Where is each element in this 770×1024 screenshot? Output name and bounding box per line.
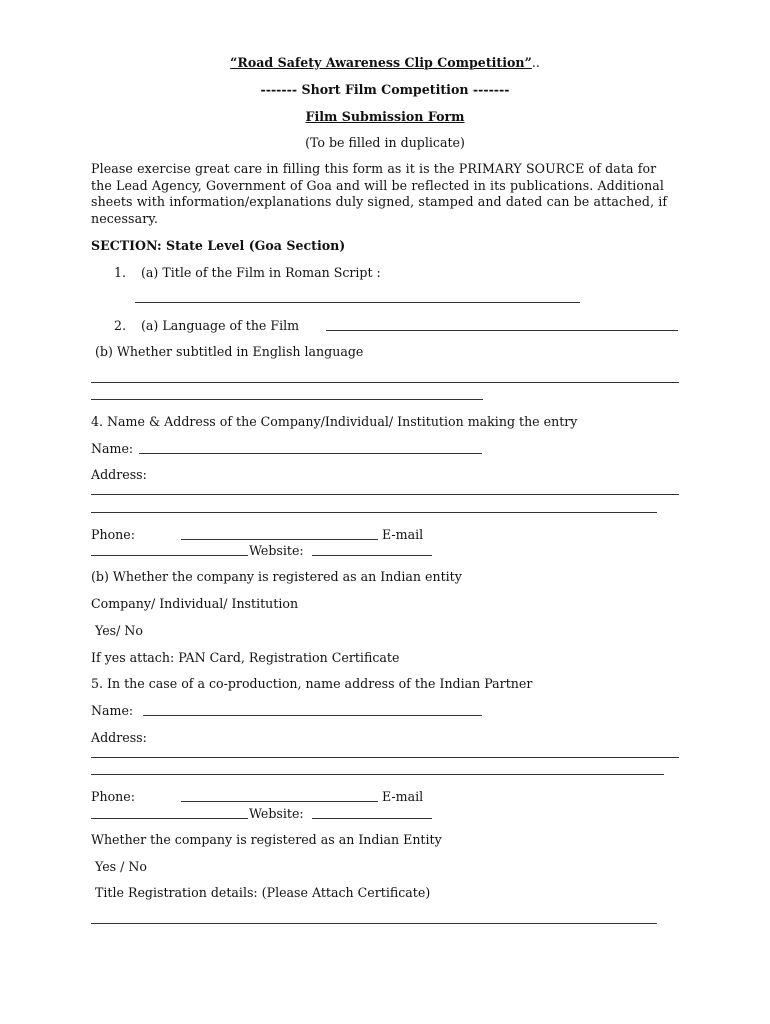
q5-website-label: Website:: [249, 806, 304, 821]
q5-address-line-2[interactable]: [91, 774, 664, 775]
q4-email-field[interactable]: [91, 555, 248, 556]
form-title: Film Submission Form: [305, 109, 465, 124]
competition-tail: ..: [531, 55, 540, 70]
q5-label: 5. In the case of a co-production, name address of the Indian Partner: [91, 676, 533, 691]
q4-phone-label: Phone:: [91, 527, 135, 542]
q4-phone-field[interactable]: [181, 539, 378, 540]
q4b-attach-note: If yes attach: PAN Card, Registration Certificate: [91, 650, 400, 665]
q4-address-line-1[interactable]: [91, 494, 679, 495]
subtitle: ------- Short Film Competition -------: [260, 82, 510, 97]
q5-title-registration-field[interactable]: [91, 923, 657, 924]
q1-number: 1.: [114, 265, 127, 280]
q1-label: (a) Title of the Film in Roman Script :: [141, 265, 381, 280]
q5-name-label: Name:: [91, 703, 134, 718]
q5-phone-field[interactable]: [181, 801, 378, 802]
q4-address-label: Address:: [91, 467, 147, 482]
q5-title-registration: Title Registration details: (Please Attach Certificate): [95, 885, 431, 900]
q4b-yes-no[interactable]: Yes/ No: [95, 623, 143, 638]
q4-website-field[interactable]: [312, 555, 432, 556]
q4-name-label: Name:: [91, 441, 134, 456]
q5-yes-no[interactable]: Yes / No: [95, 859, 147, 874]
q4-name-field[interactable]: [139, 453, 482, 454]
q2-number: 2.: [114, 318, 127, 333]
competition-name: “Road Safety Awareness Clip Competition”: [230, 55, 532, 70]
q2-language-field[interactable]: [326, 330, 678, 331]
q4b-entity: Company/ Individual/ Institution: [91, 596, 299, 611]
q5-email-label: E-mail: [382, 789, 424, 804]
q5-phone-label: Phone:: [91, 789, 135, 804]
q4-label: 4. Name & Address of the Company/Individual/ Institution making the entry: [91, 414, 578, 429]
q2b-field-line-2[interactable]: [91, 399, 483, 400]
q2-label: (a) Language of the Film: [141, 318, 300, 333]
q5-address-line-1[interactable]: [91, 757, 679, 758]
q4-address-line-2[interactable]: [91, 512, 657, 513]
q2b-label: (b) Whether subtitled in English language: [95, 344, 364, 359]
q5-address-label: Address:: [91, 730, 147, 745]
q1-title-field[interactable]: [135, 302, 580, 303]
intro-paragraph: Please exercise great care in filling this form as it is the PRIMARY SOURCE of data for the Lead Agency, Government of Goa and will be reflected in its publications. Additional sheets with information/explanations duly signed, stamped and dated can be attached, if necessary.: [91, 161, 668, 226]
duplicate-note: (To be filled in duplicate): [305, 135, 465, 150]
q5-registered-label: Whether the company is registered as an Indian Entity: [91, 832, 442, 847]
competition-title: [0, 55, 770, 70]
q5-name-field[interactable]: [143, 715, 482, 716]
q5-email-field[interactable]: [91, 818, 248, 819]
q5-website-field[interactable]: [312, 818, 432, 819]
q4-email-label: E-mail: [382, 527, 424, 542]
q2b-field-line-1[interactable]: [91, 382, 679, 383]
q4-website-label: Website:: [249, 543, 304, 558]
section-title: SECTION: State Level (Goa Section): [91, 238, 346, 253]
q4b-label: (b) Whether the company is registered as an Indian entity: [91, 569, 462, 584]
